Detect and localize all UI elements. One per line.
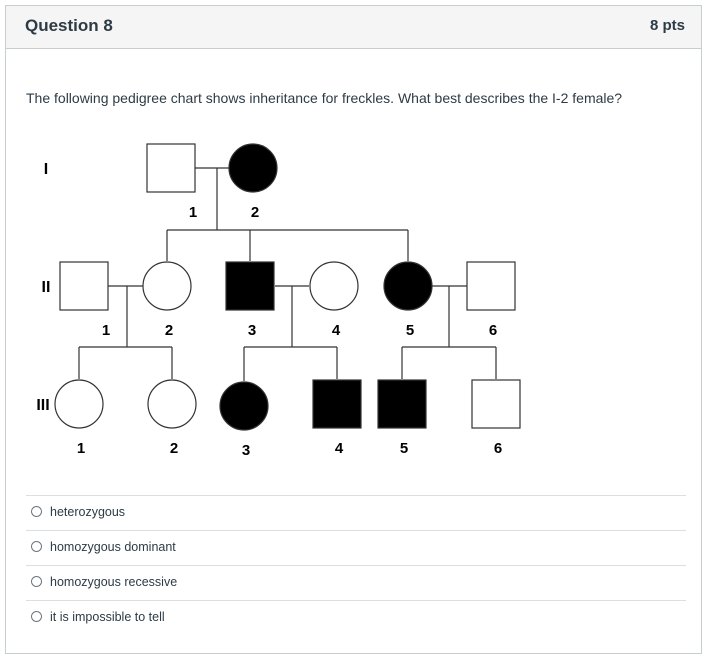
generation-label: II <box>41 279 51 296</box>
question-card <box>5 5 702 654</box>
question-points: 8 pts <box>649 17 685 34</box>
individual-number-label: 4 <box>331 322 341 339</box>
individual-number-label: 2 <box>169 440 179 457</box>
pedigree-male-ii-1 <box>60 262 108 310</box>
individual-number-label: 1 <box>101 322 111 339</box>
answer-radio[interactable] <box>31 541 42 552</box>
individual-number-label: 3 <box>241 442 251 459</box>
individual-number-label: 1 <box>76 440 86 457</box>
answer-label[interactable]: it is impossible to tell <box>50 610 165 624</box>
generation-label: I <box>43 161 49 178</box>
individual-number-label: 5 <box>405 322 415 339</box>
individual-number-label: 6 <box>493 440 503 457</box>
generation-label: III <box>36 397 50 414</box>
pedigree-male-iii-5 <box>378 380 426 428</box>
pedigree-male-iii-6 <box>472 380 520 428</box>
answer-radio[interactable] <box>31 576 42 587</box>
answer-option[interactable] <box>26 530 686 565</box>
answer-option[interactable] <box>26 495 686 530</box>
answer-radio[interactable] <box>31 506 42 517</box>
pedigree-female-iii-3 <box>220 382 268 430</box>
pedigree-female-i-2 <box>229 144 277 192</box>
answer-list <box>26 495 686 635</box>
pedigree-male-ii-6 <box>467 262 515 310</box>
question-title: Question 8 <box>25 16 113 35</box>
individual-number-label: 2 <box>164 322 174 339</box>
pedigree-male-ii-3 <box>226 262 274 310</box>
individual-number-label: 4 <box>334 440 344 457</box>
answer-label[interactable]: heterozygous <box>50 505 126 519</box>
pedigree-female-iii-2 <box>148 380 196 428</box>
pedigree-chart <box>24 136 544 461</box>
pedigree-female-ii-4 <box>310 262 358 310</box>
individual-number-label: 2 <box>250 204 260 221</box>
answer-radio[interactable] <box>31 611 42 622</box>
individual-number-label: 3 <box>247 322 257 339</box>
individual-number-label: 1 <box>188 204 198 221</box>
answer-label[interactable]: homozygous dominant <box>50 540 176 554</box>
answer-option[interactable] <box>26 600 686 635</box>
question-header <box>6 6 701 49</box>
pedigree-male-iii-4 <box>313 380 361 428</box>
answer-label[interactable]: homozygous recessive <box>50 575 178 589</box>
pedigree-male-i-1 <box>147 144 195 192</box>
question-text: The following pedigree chart shows inheritance for freckles. What best describes the I-2 female? <box>26 90 623 106</box>
pedigree-female-ii-2 <box>143 262 191 310</box>
pedigree-female-iii-1 <box>55 380 103 428</box>
pedigree-female-ii-5 <box>384 262 432 310</box>
individual-number-label: 5 <box>399 440 409 457</box>
individual-number-label: 6 <box>488 322 498 339</box>
answer-option[interactable] <box>26 565 686 600</box>
